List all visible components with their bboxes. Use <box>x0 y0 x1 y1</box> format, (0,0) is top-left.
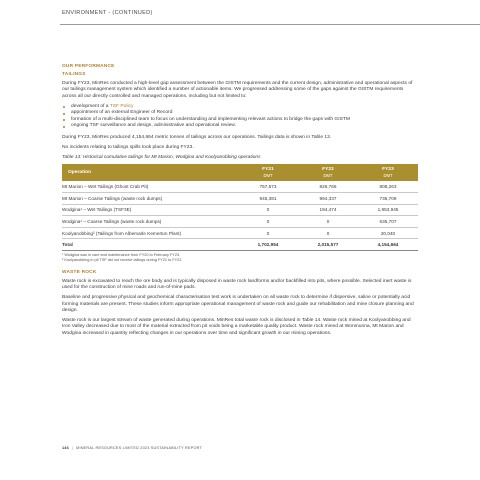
footnote: ² Koolyanobbing in pit TSF did not receive tailings during FY21 to FY22. <box>62 258 183 263</box>
section-header: ENVIRONMENT - (CONTINUED) <box>62 10 153 16</box>
tsf-policy-link[interactable]: TSF Policy <box>109 103 134 109</box>
performance-heading: OUR PERFORMANCE <box>62 64 115 69</box>
page-footer: 146 | MINERAL RESOURCES LIMITED 2023 SUSTAINABILITY REPORT <box>62 446 203 450</box>
report-title: MINERAL RESOURCES LIMITED 2023 SUSTAINABILITY REPORT <box>76 446 203 450</box>
waste-rock-para: Baseline and progressive physical and geochemical characterisation test work is undertaken on all waste rock to determine if dispersive, saline or potentially acid forming materials are present. These studies inform appropriate operational management of waste rock and guide our rehabilitation and mine closure planning and design. <box>62 295 414 313</box>
waste-rock-para: Waste rock is our largest stream of waste generated during operations. MinRes total waste rock is disclosed in Table 14. Waste rock mined at Koolyanobbing and Iron Valley decreased due to most of the material extracted from pit voids being a marketable quality product. Waste rock mined at Wonmunna, Mt Marion and Wodgina increased in quantity reflecting changes in our operations over time and significant growth in our mining operations. <box>62 318 411 336</box>
page-number: 146 <box>62 446 69 450</box>
bullet-item: ongoing TSF surveillance and design, administrative and operational review. <box>62 123 418 130</box>
waste-rock-heading: WASTE ROCK <box>62 269 97 275</box>
footnote: ¹ Wodgina was in care and maintenance from FY20 to February FY23. <box>62 253 181 258</box>
tailings-bullet-list <box>62 104 418 130</box>
table-row: Wodgina¹ – Wet Tailings (TSF3E) 0 194,474 1,953,945 <box>62 204 418 216</box>
main-content <box>62 64 418 341</box>
waste-rock-para: Waste rock is excavated to reach the ore body and is typically disposed in waste rock landforms and/or backfilled into pits, where possible. Selected inert waste is used for the construction of mine roads and run-of-mine pads. <box>62 278 412 290</box>
bullet-item: formation of a multi-disciplined team to focus on understanding and implementing relevant actions to bridge the gaps with GISTM <box>62 117 418 124</box>
table-row: Wodgina¹ – Coarse Tailings (waste rock dumps) 0 0 635,707 <box>62 216 418 228</box>
tailings-production: During FY23, MinRes produced 4,154,664 metric tonnes of tailings across our operations. Tailings data is shown in Table 13. <box>62 134 332 140</box>
tailings-heading: TAILINGS <box>62 72 86 77</box>
col-fy22: FY22 DMT <box>298 164 358 181</box>
table-row: Mt Marion – Wet Tailings (Ghost Crab Pit) 757,573 826,766 808,263 <box>62 181 418 192</box>
bullet-item: development of a TSF Policy <box>62 104 418 111</box>
bullet-item: appointment of an external Engineer of Record <box>62 110 418 117</box>
table-footnotes <box>62 253 418 262</box>
table-caption: Table 13: Historical cumulative tailings for Mt Marion, Wodgina and Koolyanobbing operations <box>62 155 261 161</box>
col-operation: Operation <box>62 164 238 181</box>
tailings-intro: During FY23, MinRes conducted a high-level gap assessment between the GISTM requirements and the current design, administrative and operational aspects of our tailings management system which identified a number of actionable items. We progressed addressing some of the gaps against the GISTM requirements across all our directly controlled and managed operations, including but not limited to: <box>62 81 413 99</box>
table-header-row <box>62 164 418 181</box>
table-row: Mt Marion – Coarse Tailings (waste rock dumps) 945,381 994,337 736,709 <box>62 193 418 205</box>
table-total-row: Total 1,702,954 2,015,577 4,154,664 <box>62 239 418 251</box>
tailings-table <box>62 164 418 251</box>
tailings-incidents: No incidents relating to tailings spills took place during FY23. <box>62 145 194 151</box>
table-row: Koolyanobbing² (Tailings from Albemarle Kemerton Plant) 0 0 20,040 <box>62 227 418 239</box>
col-fy23: FY23 DMT <box>358 164 418 181</box>
col-fy21: FY21 DMT <box>238 164 298 181</box>
